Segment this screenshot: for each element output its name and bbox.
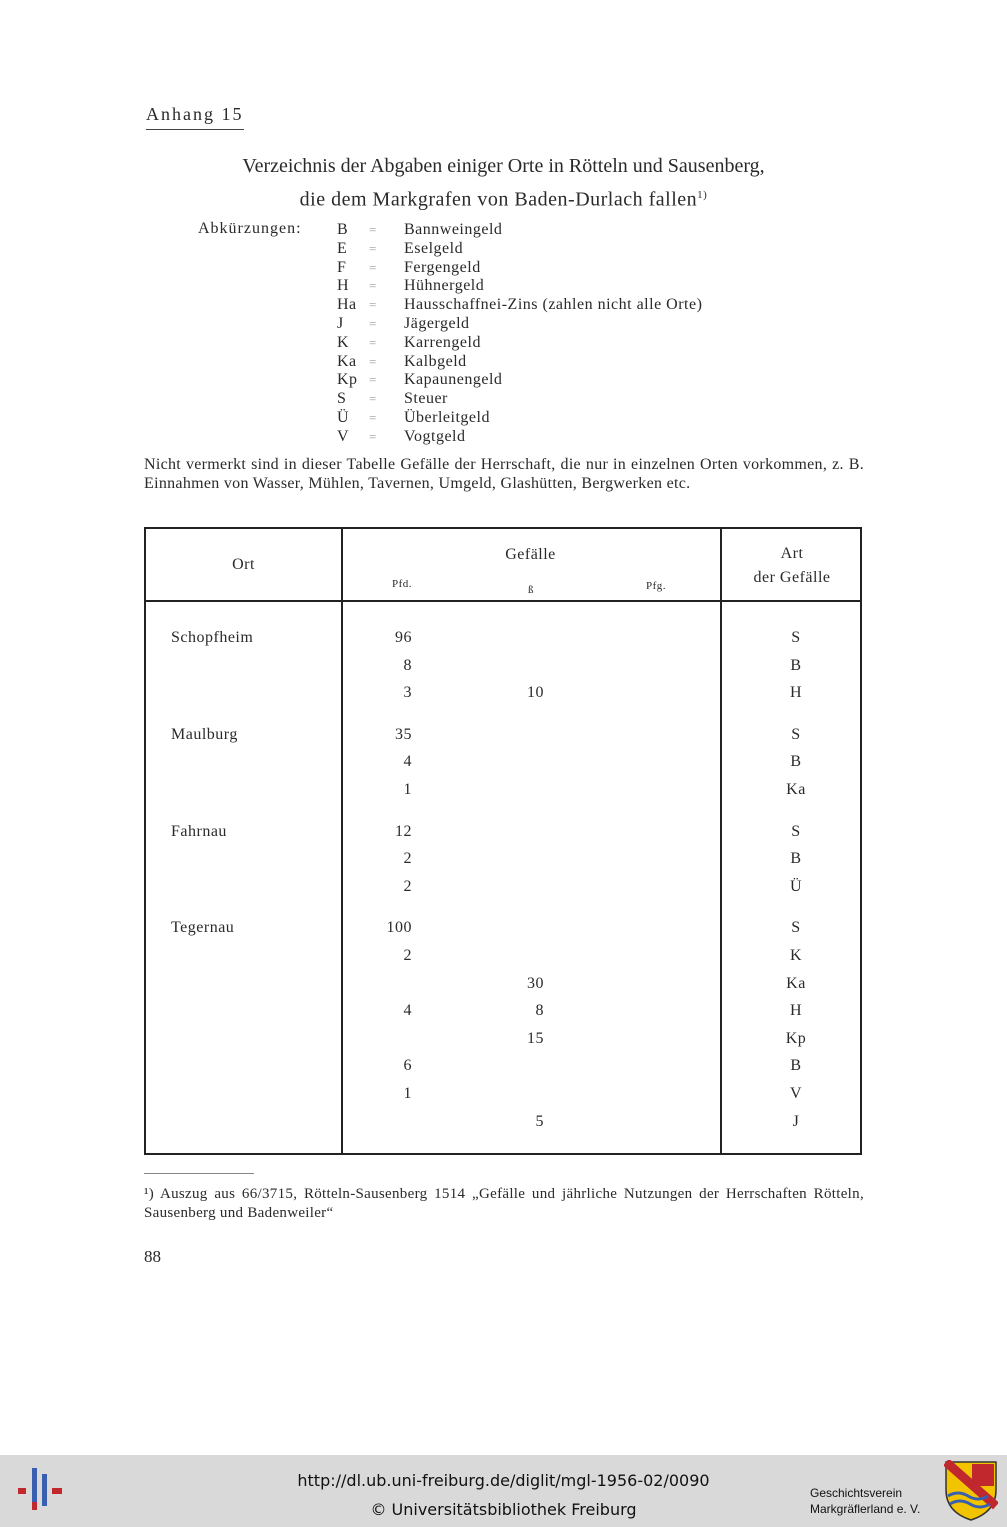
table-row [146,919,860,943]
cell-art: B [790,1057,802,1075]
abbreviation-description: Fergengeld [404,258,481,276]
table-row [146,823,860,847]
abbreviation-code: Kp [337,371,358,389]
abbreviation-code: Ü [337,409,350,426]
header-art-1: Art [780,545,804,562]
abbreviation-code: H [337,277,350,295]
cell-pfd: 3 [403,684,412,702]
cell-art: B [790,850,802,868]
table-row [146,1113,860,1137]
abbreviation-description: Bannweingeld [404,221,503,238]
abbreviation-code: S [337,390,347,408]
title-line-2-text: die dem Markgrafen von Baden-Durlach fallen [299,188,698,211]
cell-schilling: 10 [527,684,544,702]
abbreviation-row [0,221,1007,240]
cell-pfd: 100 [386,919,412,937]
abbreviation-description: Steuer [404,390,448,408]
cell-art: H [789,684,803,702]
cell-art: S [791,725,801,743]
abbreviation-code: F [337,258,347,276]
cell-art: Kp [785,1029,807,1047]
table-row [146,629,860,653]
table-row [146,1002,860,1026]
table-row [146,753,860,777]
cell-pfd: 1 [403,781,412,798]
abbreviation-description: Karrengeld [404,333,481,351]
abbreviation-code: J [337,315,344,332]
table-row [146,878,860,902]
cell-pfd: 2 [403,850,412,868]
cell-pfd: 2 [403,877,412,895]
table-row [146,657,860,681]
cell-ort: Tegernau [171,919,235,937]
cell-art: B [790,753,802,771]
cell-pfd: 12 [395,822,412,840]
abbreviation-equals: = [369,428,377,444]
header-schilling: ß [528,584,534,596]
abbreviation-row [0,334,1007,353]
cell-schilling: 5 [535,1112,544,1130]
table-header-rule [146,600,860,602]
abbreviation-equals: = [369,222,377,237]
title-footnote-mark: 1) [697,189,708,201]
abbreviation-description: Kapaunengeld [404,371,503,389]
cell-pfd: 2 [403,947,412,964]
abbreviation-code: Ha [337,296,357,314]
abbreviation-equals: = [369,240,377,256]
abbreviation-code: V [337,427,350,445]
footnote-rule [144,1173,254,1174]
abbreviations-label: Abkürzungen: [198,220,302,237]
cell-art: K [789,947,803,964]
abbreviation-equals: = [369,278,377,294]
header-pfg: Pfg. [646,580,667,592]
cell-pfd: 6 [403,1057,412,1075]
table-row [146,850,860,874]
table-row [146,1057,860,1081]
cell-art: V [789,1085,803,1102]
coat-of-arms-icon [944,1460,998,1527]
abbreviation-equals: = [369,353,377,369]
cell-art: Ü [789,877,803,895]
abbreviation-description: Hausschaffnei-Zins (zahlen nicht alle Orte) [404,296,703,314]
society-name-2: Markgräflerland e. V. [810,1502,921,1516]
cell-pfd: 4 [403,753,412,771]
abbreviation-equals: = [369,316,377,331]
abbreviation-description: Jägergeld [404,315,470,332]
cell-art: S [791,822,801,840]
levies-table [144,527,862,1155]
abbreviation-description: Kalbgeld [404,352,467,370]
cell-pfd: 96 [395,629,412,646]
cell-pfd: 4 [403,1002,412,1020]
title-line-1: Verzeichnis der Abgaben einiger Orte in Rötteln und Sausenberg, [242,155,765,177]
cell-art: B [790,656,802,674]
abbreviation-row [0,390,1007,409]
abbreviation-description: Vogtgeld [404,427,466,445]
cell-ort: Maulburg [171,725,238,743]
abbreviation-code: E [337,239,348,257]
cell-pfd: 8 [403,656,412,674]
abbreviation-equals: = [369,410,377,425]
cell-schilling: 15 [527,1029,544,1047]
table-row [146,947,860,971]
abbreviation-row [0,315,1007,334]
cell-schilling: 8 [535,1002,544,1020]
header-ort: Ort [232,556,255,573]
abbreviation-row [0,277,1007,296]
footnote: ¹) Auszug aus 66/3715, Rötteln-Sausenberg 1514 „Gefälle und jährliche Nutzungen der Herrschaften Rötteln, Sausenberg und Badenweiler“ [144,1186,864,1221]
header-art-2: der Gefälle [753,569,831,586]
abbreviation-equals: = [369,334,377,350]
cell-art: S [791,919,801,937]
cell-art: H [789,1002,803,1020]
cell-ort: Fahrnau [171,822,227,840]
cell-pfd: 35 [395,725,412,743]
cell-art: J [792,1112,800,1130]
abbreviation-equals: = [369,391,377,407]
header-pfd: Pfd. [392,578,413,590]
note-paragraph: Nicht vermerkt sind in dieser Tabelle Gefälle der Herrschaft, die nur in einzelnen Orten vorkommen, z. B. Einnahmen von Wasser, Mühlen, Tavernen, Umgeld, Glashütten, Bergwerken etc. [144,456,864,492]
table-row [146,684,860,708]
table-row [146,726,860,750]
cell-art: S [791,629,801,646]
abbreviation-description: Überleitgeld [404,409,490,426]
cell-art: Ka [786,781,806,798]
page-number: 88 [144,1247,161,1266]
cell-schilling: 30 [527,974,544,992]
abbreviation-row [0,296,1007,315]
abbreviation-equals: = [369,372,377,388]
abbreviation-row [0,259,1007,278]
table-row [146,975,860,999]
table-row [146,1085,860,1109]
abbreviation-row [0,353,1007,372]
footer-copyright: © Universitätsbibliothek Freiburg [370,1500,637,1519]
abbreviation-code: B [337,221,349,238]
abbreviation-equals: = [369,259,377,275]
abbreviation-equals: = [369,297,377,313]
table-row [146,781,860,805]
abbreviation-description: Eselgeld [404,239,464,257]
abbreviation-code: K [337,333,350,351]
footer-url[interactable]: http://dl.ub.uni-freiburg.de/diglit/mgl-1956-02/0090 [297,1471,710,1490]
title-line-2 [0,181,1007,215]
abbreviation-row [0,428,1007,447]
abbreviation-row [0,240,1007,259]
cell-ort: Schopfheim [171,629,254,646]
abbreviation-row [0,409,1007,428]
table-row [146,1030,860,1054]
abbreviation-code: Ka [337,352,357,370]
appendix-label: Anhang 15 [146,104,244,130]
abbreviation-row [0,371,1007,390]
header-gefaelle: Gefälle [505,546,556,563]
cell-pfd: 1 [403,1085,412,1102]
abbreviation-description: Hühnergeld [404,277,485,295]
society-name-1: Geschichtsverein [810,1486,903,1500]
cell-art: Ka [786,974,806,992]
